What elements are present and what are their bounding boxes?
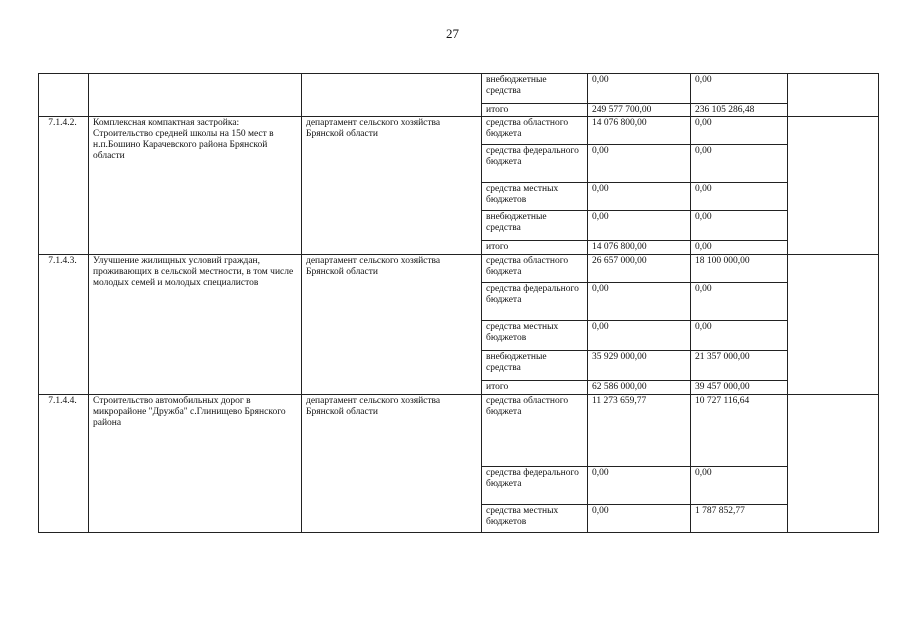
source-cell: итого	[482, 104, 588, 117]
value-cell: 21 357 000,00	[691, 351, 788, 381]
table-row	[39, 117, 879, 145]
source-cell: итого	[482, 381, 588, 395]
value-cell: 249 577 700,00	[588, 104, 691, 117]
source-cell: средства местных бюджетов	[482, 183, 588, 211]
source-cell: средства областного бюджета	[482, 255, 588, 283]
value-cell: 0,00	[691, 211, 788, 241]
value-cell: 0,00	[691, 283, 788, 321]
value-cell: 0,00	[588, 211, 691, 241]
code-cell	[39, 74, 89, 117]
value-cell: 14 076 800,00	[588, 241, 691, 255]
value-cell: 1 787 852,77	[691, 505, 788, 533]
value-cell: 11 273 659,77	[588, 395, 691, 467]
value-cell: 0,00	[588, 505, 691, 533]
item-code: 7.1.4.4.	[39, 395, 89, 533]
value-cell: 0,00	[588, 321, 691, 351]
item-name: Улучшение жилищных условий граждан, проживающих в сельской местности, в том числе молодых семей и молодых специалистов	[89, 255, 302, 395]
empty-cell	[788, 395, 879, 533]
value-cell: 0,00	[588, 467, 691, 505]
value-cell: 0,00	[588, 183, 691, 211]
value-cell: 0,00	[588, 283, 691, 321]
value-cell: 26 657 000,00	[588, 255, 691, 283]
budget-table	[38, 73, 879, 533]
page-number: 27	[446, 26, 459, 41]
source-cell: средства областного бюджета	[482, 117, 588, 145]
value-cell: 0,00	[691, 467, 788, 505]
table-row	[39, 395, 879, 467]
item-executor: департамент сельского хозяйства Брянской области	[302, 255, 482, 395]
source-cell: внебюджетные средства	[482, 211, 588, 241]
item-name: Комплексная компактная застройка: Строительство средней школы на 150 мест в н.п.Бошино Карачевского района Брянской области	[89, 117, 302, 255]
value-cell: 0,00	[691, 117, 788, 145]
table-row	[39, 255, 879, 283]
value-cell: 0,00	[691, 145, 788, 183]
source-cell: внебюджетные средства	[482, 351, 588, 381]
source-cell: внебюджетные средства	[482, 74, 588, 104]
item-executor: департамент сельского хозяйства Брянской области	[302, 395, 482, 533]
value-cell: 18 100 000,00	[691, 255, 788, 283]
value-cell: 14 076 800,00	[588, 117, 691, 145]
executor-cell	[302, 74, 482, 117]
empty-cell	[788, 74, 879, 117]
source-cell: средства федерального бюджета	[482, 283, 588, 321]
name-cell	[89, 74, 302, 117]
source-cell: средства местных бюджетов	[482, 505, 588, 533]
empty-cell	[788, 117, 879, 255]
item-name: Строительство автомобильных дорог в микрорайоне "Дружба" с.Глинищево Брянского района	[89, 395, 302, 533]
item-code: 7.1.4.3.	[39, 255, 89, 395]
value-cell: 0,00	[691, 241, 788, 255]
value-cell: 10 727 116,64	[691, 395, 788, 467]
value-cell: 0,00	[691, 74, 788, 104]
table-row	[39, 74, 879, 104]
source-cell: средства федерального бюджета	[482, 467, 588, 505]
value-cell: 35 929 000,00	[588, 351, 691, 381]
value-cell: 39 457 000,00	[691, 381, 788, 395]
item-code: 7.1.4.2.	[39, 117, 89, 255]
source-cell: итого	[482, 241, 588, 255]
value-cell: 0,00	[691, 183, 788, 211]
source-cell: средства федерального бюджета	[482, 145, 588, 183]
value-cell: 0,00	[588, 145, 691, 183]
value-cell: 62 586 000,00	[588, 381, 691, 395]
value-cell: 0,00	[691, 321, 788, 351]
item-executor: департамент сельского хозяйства Брянской области	[302, 117, 482, 255]
value-cell: 236 105 286,48	[691, 104, 788, 117]
empty-cell	[788, 255, 879, 395]
value-cell: 0,00	[588, 74, 691, 104]
source-cell: средства областного бюджета	[482, 395, 588, 467]
source-cell: средства местных бюджетов	[482, 321, 588, 351]
